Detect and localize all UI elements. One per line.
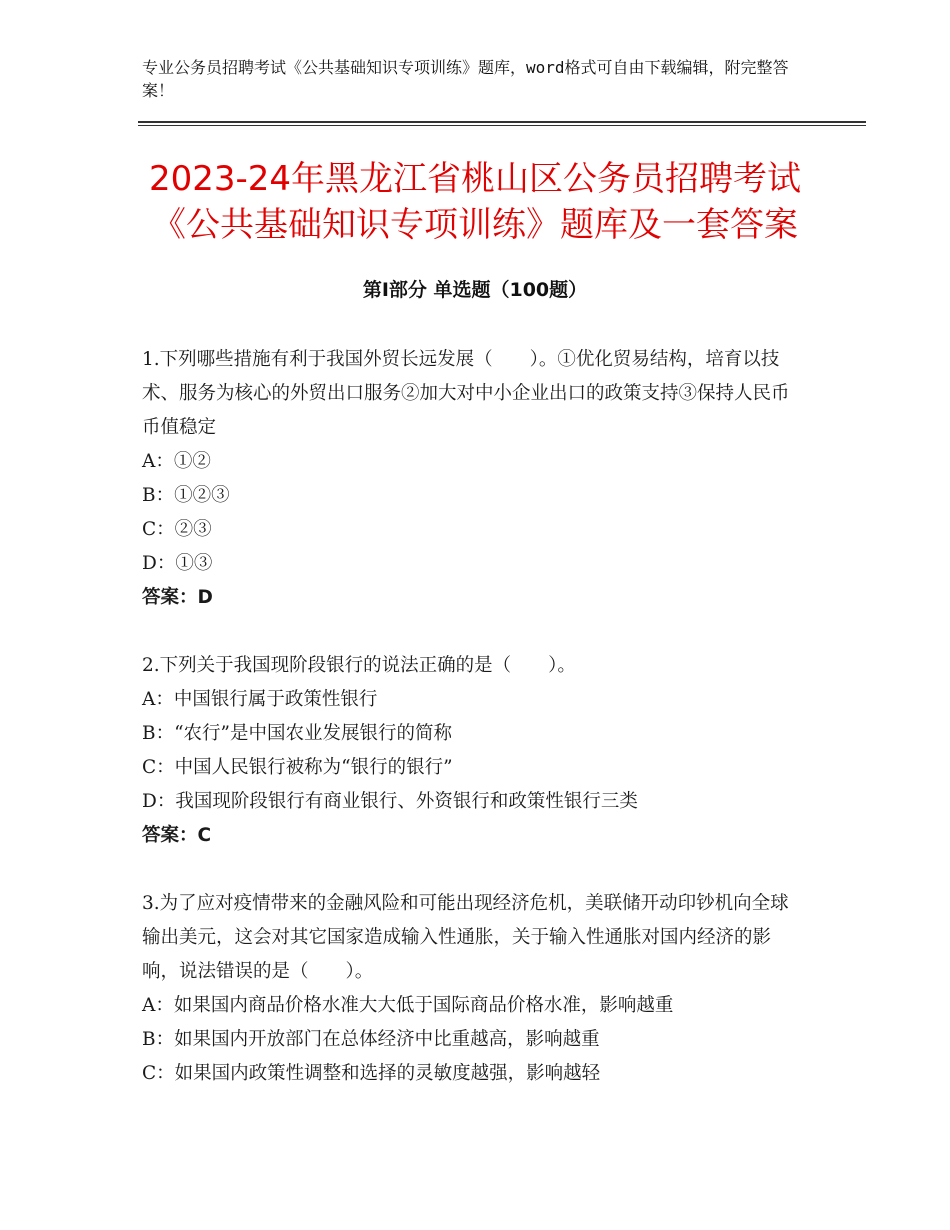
question-stem: 3.为了应对疫情带来的金融风险和可能出现经济危机，美联储开动印钞机向全球输出美元，这会对其它国家造成输入性通胀，关于输入性通胀对国内经济的影响，说法错误的是（ ）。 xyxy=(142,893,789,982)
option-a: A：①② xyxy=(142,451,211,472)
answer-line: 答案：C xyxy=(142,825,212,846)
option-c: C：②③ xyxy=(142,519,212,540)
option-b: B：如果国内开放部门在总体经济中比重越高，影响越重 xyxy=(142,1029,600,1050)
option-a: A：中国银行属于政策性银行 xyxy=(142,689,378,710)
option-d: D：①③ xyxy=(142,553,213,574)
title-line-2: 《公共基础知识专项训练》题库及一套答案 xyxy=(152,205,798,245)
section-title: 第Ⅰ部分 单选题（100题） xyxy=(362,279,588,301)
title-line-1: 2023-24年黑龙江省桃山区公务员招聘考试 xyxy=(148,159,802,199)
option-b: B：①②③ xyxy=(142,485,230,506)
header-divider-thin xyxy=(138,125,866,126)
question-2 xyxy=(142,649,802,853)
question-list xyxy=(142,343,802,1125)
answer-line: 答案：D xyxy=(142,587,213,608)
document-title xyxy=(100,156,850,248)
option-a: A：如果国内商品价格水准大大低于国际商品价格水准，影响越重 xyxy=(142,995,674,1016)
question-1 xyxy=(142,343,802,615)
header-divider-thick xyxy=(138,121,866,123)
question-stem: 2.下列关于我国现阶段银行的说法正确的是（ ）。 xyxy=(142,655,576,676)
option-c: C：如果国内政策性调整和选择的灵敏度越强，影响越轻 xyxy=(142,1063,601,1084)
option-d: D：我国现阶段银行有商业银行、外资银行和政策性银行三类 xyxy=(142,791,638,812)
question-3 xyxy=(142,887,802,1091)
header-note: 专业公务员招聘考试《公共基础知识专项训练》题库，word格式可自由下载编辑，附完整答案！ xyxy=(142,58,789,100)
option-c: C：中国人民银行被称为“银行的银行” xyxy=(142,757,453,778)
option-b: B：“农行”是中国农业发展银行的简称 xyxy=(142,723,453,744)
question-stem: 1.下列哪些措施有利于我国外贸长远发展（ ）。①优化贸易结构，培育以技术、服务为核心的外贸出口服务②加大对中小企业出口的政策支持③保持人民币币值稳定 xyxy=(142,349,790,438)
